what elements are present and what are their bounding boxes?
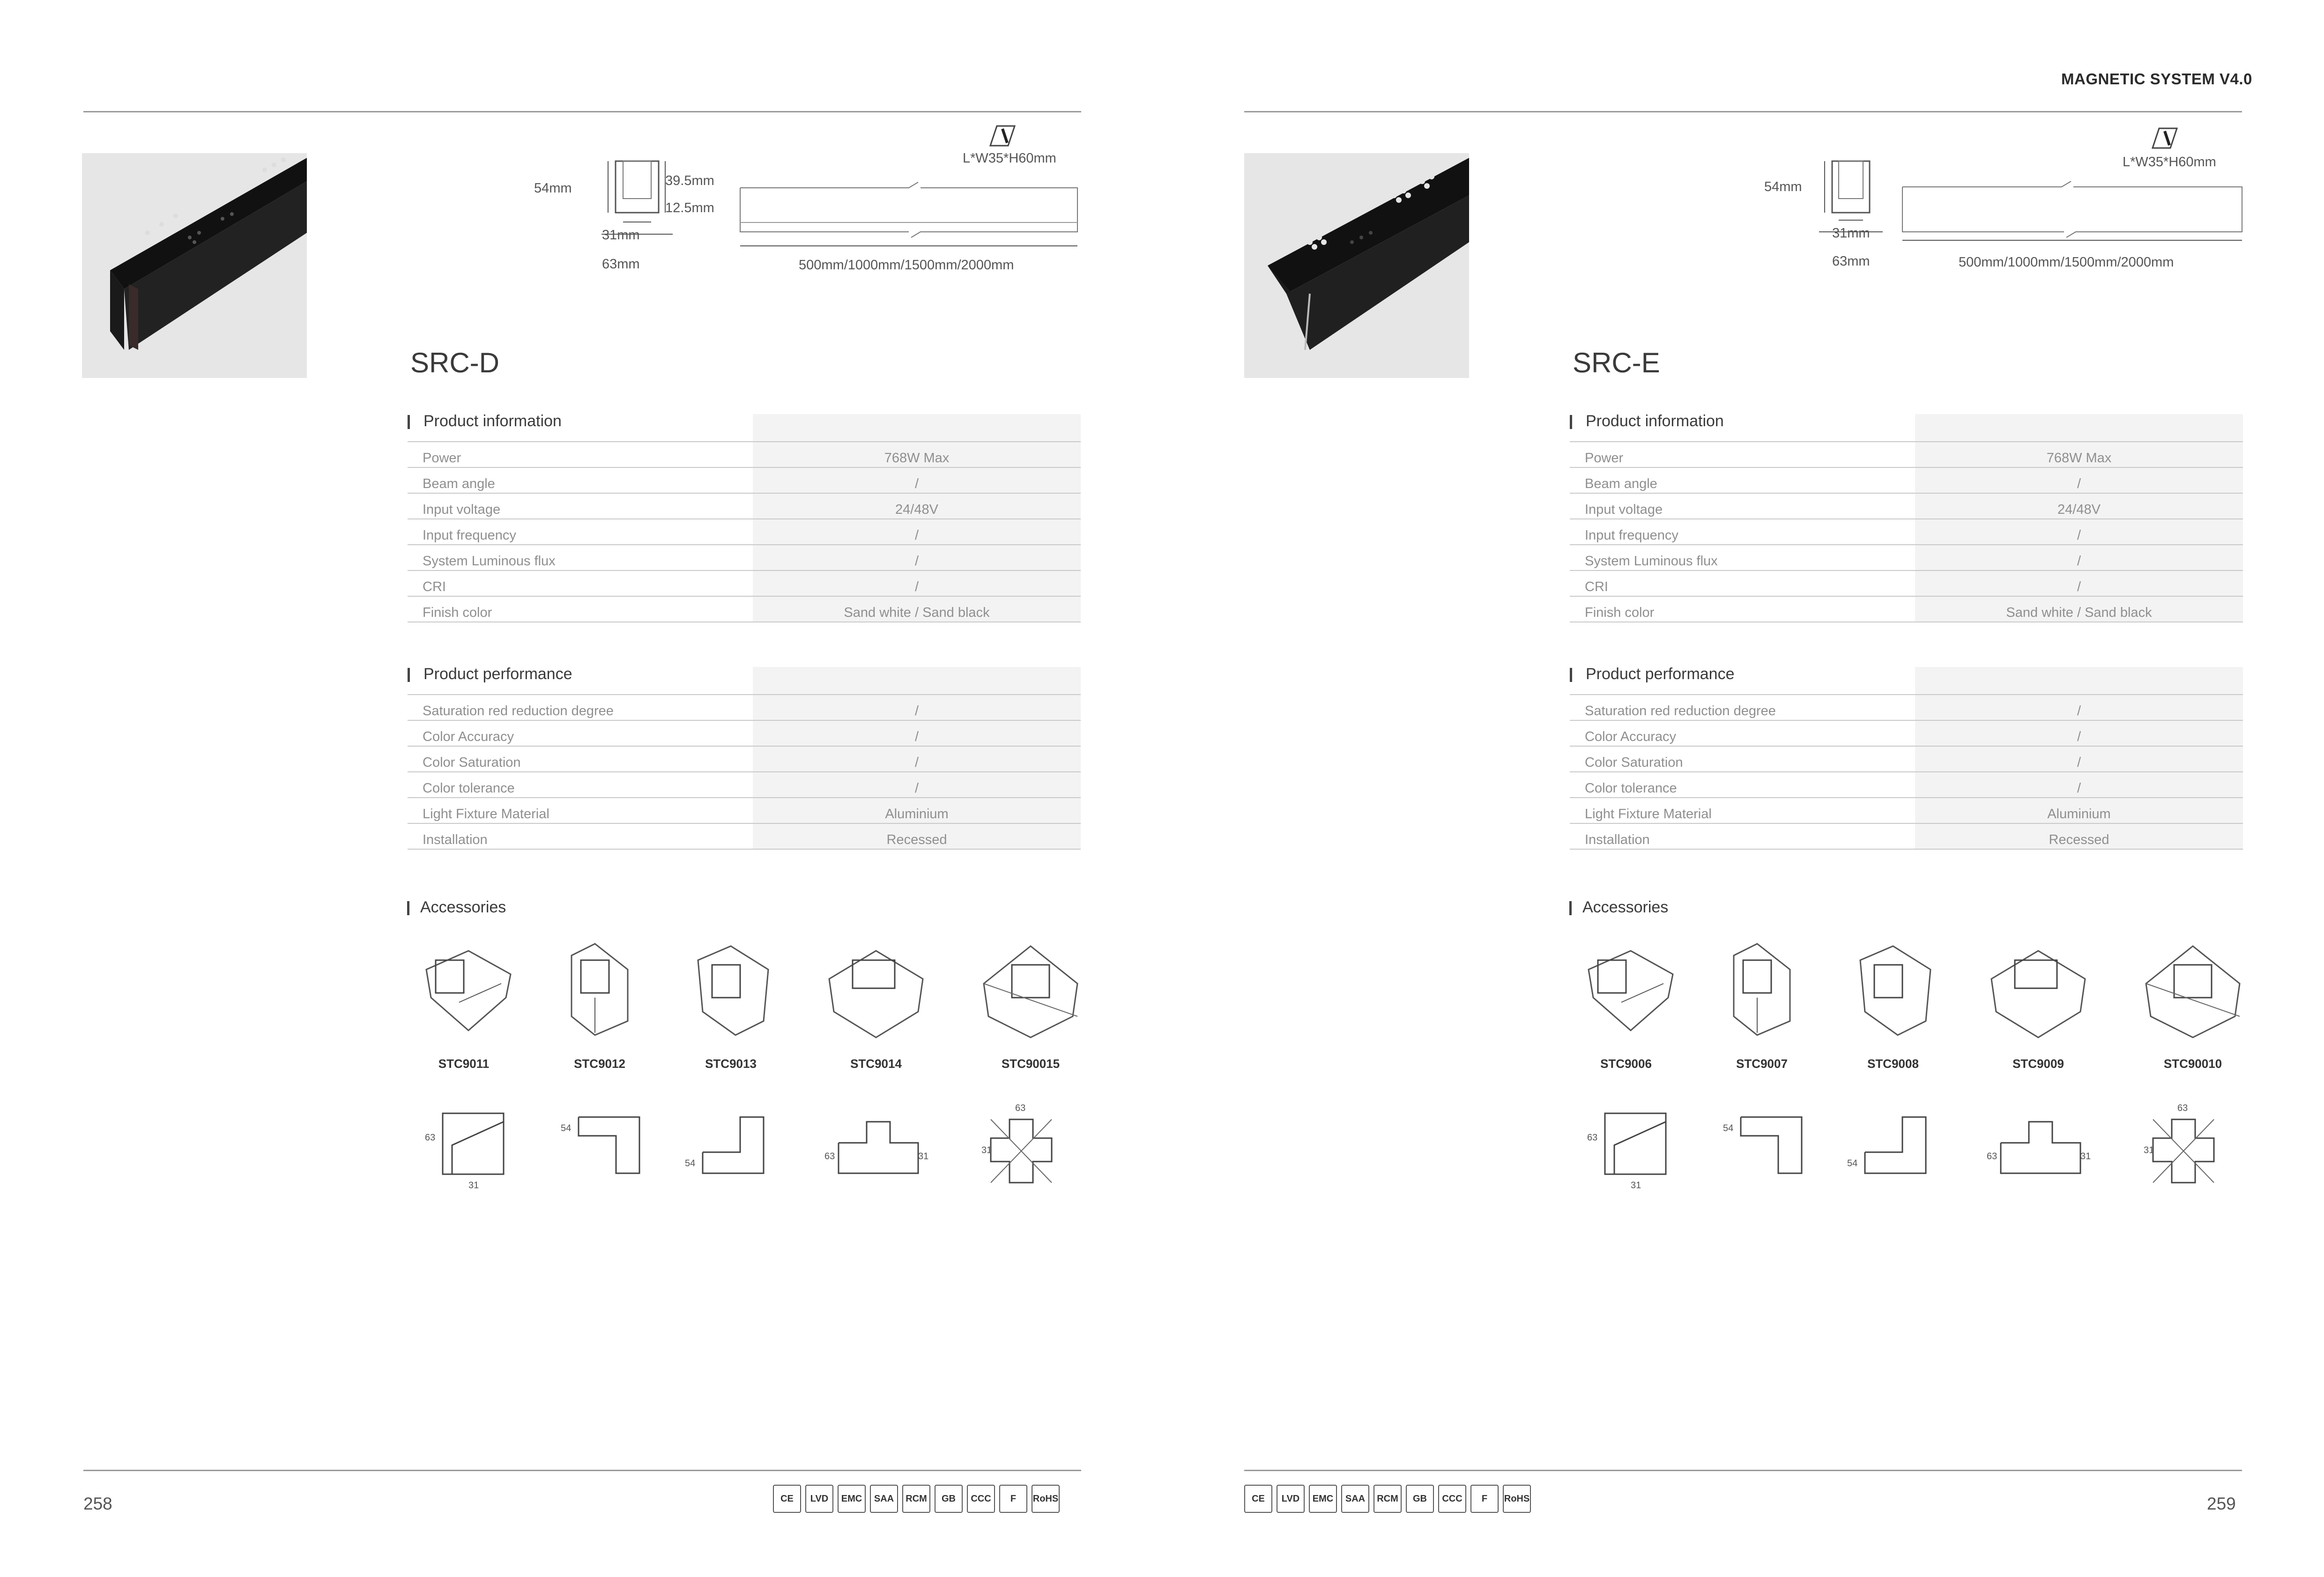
ccc-mark-icon: CCC bbox=[967, 1485, 995, 1513]
spec-row bbox=[408, 596, 1081, 622]
spec-row bbox=[408, 772, 1081, 798]
spec-value: / bbox=[1915, 570, 2243, 596]
spec-label: System Luminous flux bbox=[408, 545, 753, 570]
spec-label: Installation bbox=[1570, 823, 1915, 849]
dim-height: 54mm bbox=[534, 181, 572, 196]
accessory-image bbox=[824, 941, 928, 1040]
dim-height-upper: 39.5mm bbox=[665, 173, 714, 188]
product-info-table bbox=[1570, 414, 2243, 622]
spec-label: Beam angle bbox=[408, 467, 753, 493]
spec-value: / bbox=[1915, 695, 2243, 720]
product-photo bbox=[1244, 153, 1469, 378]
svg-text:54: 54 bbox=[1723, 1123, 1734, 1133]
plan-drawing bbox=[1846, 1108, 1930, 1192]
spec-label: CRI bbox=[1570, 570, 1915, 596]
svg-text:63: 63 bbox=[425, 1133, 436, 1143]
lvd-mark-icon: LVD bbox=[1277, 1485, 1305, 1513]
accessory-code: STC9007 bbox=[1736, 1057, 1788, 1071]
spec-label: Color tolerance bbox=[408, 772, 753, 798]
plan-drawing bbox=[684, 1108, 768, 1192]
accessory-code: STC9013 bbox=[705, 1057, 757, 1071]
cutout-dimension: L*W35*H60mm bbox=[963, 151, 1056, 166]
length-options: 500mm/1000mm/1500mm/2000mm bbox=[1959, 255, 2174, 270]
svg-text:31: 31 bbox=[2144, 1145, 2154, 1155]
spec-value: / bbox=[753, 545, 1081, 570]
rcm-mark-icon: RCM bbox=[1374, 1485, 1402, 1513]
rohs-mark-icon: RoHS bbox=[1503, 1485, 1531, 1513]
svg-text:31: 31 bbox=[981, 1145, 992, 1155]
plan-drawing bbox=[1722, 1108, 1806, 1192]
spec-value: 24/48V bbox=[753, 493, 1081, 519]
spec-label: Color Saturation bbox=[1570, 746, 1915, 772]
spec-label: Beam angle bbox=[1570, 467, 1915, 493]
product-info-title: Product information bbox=[423, 412, 562, 430]
spec-row bbox=[1570, 519, 2243, 545]
f-mark-icon: F bbox=[1470, 1485, 1499, 1513]
spec-row bbox=[408, 720, 1081, 746]
spec-row bbox=[408, 823, 1081, 849]
spec-value: / bbox=[753, 746, 1081, 772]
spec-value: / bbox=[753, 772, 1081, 798]
svg-text:63: 63 bbox=[1987, 1151, 1997, 1162]
spec-label: Light Fixture Material bbox=[408, 798, 753, 823]
spec-value: / bbox=[753, 570, 1081, 596]
spec-value: / bbox=[753, 467, 1081, 493]
f-mark-icon: F bbox=[999, 1485, 1027, 1513]
cutout-icon bbox=[988, 124, 1017, 148]
spec-label: Saturation red reduction degree bbox=[1570, 695, 1915, 720]
accessories-title: Accessories bbox=[1582, 898, 1669, 916]
lvd-mark-icon: LVD bbox=[805, 1485, 833, 1513]
spec-label: Power bbox=[1570, 442, 1915, 467]
page-number: 259 bbox=[2207, 1494, 2236, 1513]
spec-label: Light Fixture Material bbox=[1570, 798, 1915, 823]
spec-label: Input frequency bbox=[408, 519, 753, 545]
length-drawing bbox=[740, 185, 1077, 255]
spec-value: / bbox=[1915, 720, 2243, 746]
spec-value: Aluminium bbox=[753, 798, 1081, 823]
bottom-divider bbox=[1244, 1470, 2242, 1471]
accessory-image bbox=[979, 941, 1082, 1040]
spec-value: Aluminium bbox=[1915, 798, 2243, 823]
spec-label: Finish color bbox=[408, 596, 753, 622]
product-performance-table bbox=[1570, 667, 2243, 850]
accessory-code: STC9008 bbox=[1867, 1057, 1919, 1071]
spec-row bbox=[408, 493, 1081, 519]
svg-text:54: 54 bbox=[1847, 1158, 1858, 1169]
spec-label: Color Accuracy bbox=[408, 720, 753, 746]
certification-marks bbox=[1244, 1485, 1531, 1513]
dim-height: 54mm bbox=[1764, 179, 1802, 194]
spec-row bbox=[1570, 442, 2243, 467]
spec-value: / bbox=[1915, 467, 2243, 493]
dim-inner-width: 31mm bbox=[1832, 226, 1870, 241]
ce-mark-icon: CE bbox=[773, 1485, 801, 1513]
spec-row bbox=[408, 442, 1081, 467]
spec-value: / bbox=[753, 519, 1081, 545]
page-right bbox=[1162, 0, 2324, 1577]
spec-row bbox=[408, 695, 1081, 720]
ce-mark-icon: CE bbox=[1244, 1485, 1272, 1513]
product-info-table bbox=[408, 414, 1081, 622]
spec-row bbox=[1570, 798, 2243, 823]
spec-row bbox=[408, 545, 1081, 570]
product-info-title: Product information bbox=[1586, 412, 1724, 430]
emc-mark-icon: EMC bbox=[838, 1485, 866, 1513]
accessory-code: STC9011 bbox=[438, 1057, 490, 1071]
svg-text:63: 63 bbox=[1015, 1103, 1026, 1113]
plan-drawing bbox=[1586, 1108, 1671, 1192]
spec-value: / bbox=[1915, 746, 2243, 772]
svg-text:31: 31 bbox=[918, 1151, 929, 1162]
svg-text:54: 54 bbox=[685, 1158, 696, 1169]
accessory-image bbox=[2141, 941, 2244, 1040]
cutout-dimension: L*W35*H60mm bbox=[2123, 155, 2216, 170]
spec-value: Recessed bbox=[753, 823, 1081, 849]
cutout-icon bbox=[2151, 126, 2179, 150]
rcm-mark-icon: RCM bbox=[902, 1485, 930, 1513]
top-divider bbox=[83, 111, 1081, 112]
spec-row bbox=[408, 570, 1081, 596]
product-performance-title: Product performance bbox=[1586, 665, 1735, 683]
running-header: MAGNETIC SYSTEM V4.0 bbox=[2061, 70, 2252, 88]
spec-value: / bbox=[753, 720, 1081, 746]
plan-drawing bbox=[424, 1108, 508, 1192]
accessory-code: STC90015 bbox=[1001, 1057, 1060, 1071]
spec-row bbox=[1570, 772, 2243, 798]
spec-label: Input frequency bbox=[1570, 519, 1915, 545]
spec-label: Color Saturation bbox=[408, 746, 753, 772]
model-title: SRC-E bbox=[1573, 347, 1660, 378]
accessory-image bbox=[689, 941, 773, 1040]
spec-label: Color Accuracy bbox=[1570, 720, 1915, 746]
spec-row bbox=[1570, 467, 2243, 493]
plan-drawing bbox=[2144, 1101, 2237, 1199]
spec-row bbox=[1570, 746, 2243, 772]
spec-label: Color tolerance bbox=[1570, 772, 1915, 798]
svg-text:63: 63 bbox=[824, 1151, 835, 1162]
accessories-title: Accessories bbox=[420, 898, 506, 916]
spec-row bbox=[408, 798, 1081, 823]
ccc-mark-icon: CCC bbox=[1438, 1485, 1466, 1513]
svg-text:63: 63 bbox=[1587, 1133, 1598, 1143]
dim-inner-width: 31mm bbox=[602, 228, 640, 243]
spec-label: System Luminous flux bbox=[1570, 545, 1915, 570]
spec-value: / bbox=[753, 695, 1081, 720]
spec-label: Power bbox=[408, 442, 753, 467]
emc-mark-icon: EMC bbox=[1309, 1485, 1337, 1513]
svg-text:31: 31 bbox=[468, 1180, 479, 1191]
bottom-divider bbox=[83, 1470, 1081, 1471]
svg-text:31: 31 bbox=[2080, 1151, 2091, 1162]
plan-drawing bbox=[560, 1108, 644, 1192]
spec-row bbox=[408, 746, 1081, 772]
spec-row bbox=[1570, 596, 2243, 622]
model-title: SRC-D bbox=[410, 347, 499, 378]
accessory-code: STC9009 bbox=[2012, 1057, 2064, 1071]
spec-label: Input voltage bbox=[1570, 493, 1915, 519]
product-performance-table bbox=[408, 667, 1081, 850]
page-number: 258 bbox=[83, 1494, 112, 1513]
plan-drawing bbox=[981, 1101, 1075, 1199]
spec-label: Saturation red reduction degree bbox=[408, 695, 753, 720]
accessory-code: STC9014 bbox=[850, 1057, 902, 1071]
length-options: 500mm/1000mm/1500mm/2000mm bbox=[799, 258, 1014, 273]
spec-value: 768W Max bbox=[753, 442, 1081, 467]
spec-value: / bbox=[1915, 545, 2243, 570]
spec-value: / bbox=[1915, 772, 2243, 798]
dim-outer-width: 63mm bbox=[602, 257, 640, 272]
certification-marks bbox=[773, 1485, 1060, 1513]
svg-text:63: 63 bbox=[2177, 1103, 2188, 1113]
spec-row bbox=[1570, 493, 2243, 519]
gb-mark-icon: GB bbox=[1406, 1485, 1434, 1513]
spec-label: Input voltage bbox=[408, 493, 753, 519]
spec-row bbox=[408, 467, 1081, 493]
spec-value: 768W Max bbox=[1915, 442, 2243, 467]
accessory-image bbox=[557, 941, 637, 1040]
product-performance-title: Product performance bbox=[423, 665, 572, 683]
spec-value: Sand white / Sand black bbox=[1915, 596, 2243, 622]
plan-drawing bbox=[824, 1108, 928, 1192]
spec-row bbox=[1570, 695, 2243, 720]
accessory-image bbox=[1987, 941, 2090, 1040]
spec-label: Installation bbox=[408, 823, 753, 849]
accessory-image bbox=[1574, 941, 1678, 1035]
dim-height-lower: 12.5mm bbox=[665, 200, 714, 215]
plan-drawing bbox=[1987, 1108, 2090, 1192]
accessory-code: STC90010 bbox=[2163, 1057, 2222, 1071]
dim-outer-width: 63mm bbox=[1832, 254, 1870, 269]
spec-value: Recessed bbox=[1915, 823, 2243, 849]
spec-value: / bbox=[1915, 519, 2243, 545]
spec-row bbox=[1570, 720, 2243, 746]
accessory-image bbox=[1851, 941, 1935, 1040]
length-drawing bbox=[1902, 185, 2242, 251]
accessory-code: STC9006 bbox=[1600, 1057, 1652, 1071]
spec-row bbox=[1570, 570, 2243, 596]
spec-row bbox=[1570, 823, 2243, 849]
spec-row bbox=[408, 519, 1081, 545]
spec-label: Finish color bbox=[1570, 596, 1915, 622]
spec-value: Sand white / Sand black bbox=[753, 596, 1081, 622]
svg-text:31: 31 bbox=[1631, 1180, 1641, 1191]
accessory-image bbox=[1720, 941, 1799, 1040]
accessory-code: STC9012 bbox=[574, 1057, 625, 1071]
spec-label: CRI bbox=[408, 570, 753, 596]
spec-row bbox=[1570, 545, 2243, 570]
saa-mark-icon: SAA bbox=[1341, 1485, 1369, 1513]
saa-mark-icon: SAA bbox=[870, 1485, 898, 1513]
gb-mark-icon: GB bbox=[935, 1485, 963, 1513]
accessory-image bbox=[412, 941, 515, 1035]
svg-text:54: 54 bbox=[561, 1123, 572, 1133]
top-divider bbox=[1244, 111, 2242, 112]
product-photo bbox=[82, 153, 307, 378]
rohs-mark-icon: RoHS bbox=[1032, 1485, 1060, 1513]
spec-value: 24/48V bbox=[1915, 493, 2243, 519]
